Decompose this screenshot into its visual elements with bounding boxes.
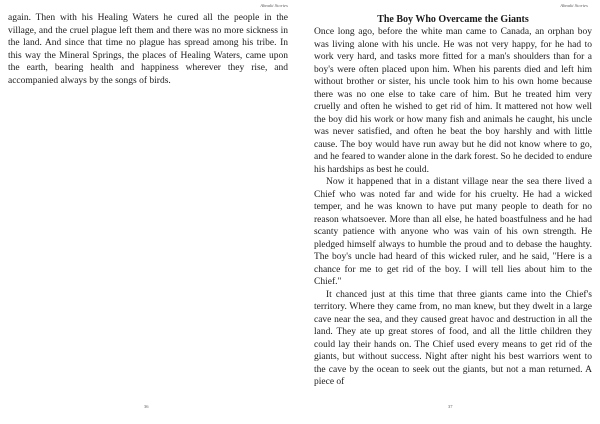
paragraph: Now it happened that in a distant village near the sea there lived a Chief who was noted far and wide for his cruelty. He had a wicked temper, and he was known to have put many people to death for no reason whatsoever. More than all else, he hated boastfulness and he had scanty patience with anyone who was vain of his own strength. He pledged himself always to humble the proud and to debase the haughty. The boy's uncle had heard of this wicked ruler, and he said, "Here is a chance for me to get rid of the boy. I will tell lies about him to the Chief."	[314, 177, 592, 287]
page-body	[314, 12, 592, 389]
chapter-title: The Boy Who Overcame the Giants	[377, 14, 529, 25]
page-body	[8, 12, 288, 87]
running-head: Abnaki Stories	[560, 3, 588, 8]
paragraph: It chanced just at this time that three giants came into the Chief's territory. Where they came from, no man knew, but they dwelt in a large cave near the sea, and they caused great havoc and destruction in all the land. They ate up great stores of food, and all the little children they could lay their hands on. The Chief used every means to get rid of the giants, but without success. Night after night his best warriors went to the cave by the ocean to seek out the giants, but not a man returned. A piece of	[314, 289, 592, 387]
right-page	[300, 0, 600, 424]
page-number: 37	[448, 404, 453, 409]
paragraph: again. Then with his Healing Waters he cured all the people in the village, and the cruel plague left them and there was no more sickness in the land. And since that time no plague has spread among his tribe. In this way the Mineral Springs, the places of Healing Waters, came upon the earth, bearing health and happiness wherever they rise, and accompanied always by the songs of birds.	[8, 13, 288, 86]
running-head: Abnaki Stories	[260, 3, 288, 8]
paragraph: Once long ago, before the white man came to Canada, an orphan boy was living alone with his uncle. He was not very happy, for he had to work very hard, and tasks more fitted for a man's shoulders than for a boy's were often placed upon him. When his parents died and left him without brother or sister, his uncle took him to his own home because there was no one else to take care of him. But he treated him very cruelly and often he wished to get rid of him. It mattered not how well the boy did his work or how many fish and animals he caught, his uncle was never satisfied, and often he beat the boy harshly and with little cause. The boy would have run away but he did not know where to go, and he feared to wander alone in the dark forest. So he decided to endure his hardships as best he could.	[314, 27, 592, 175]
page-number: 36	[144, 404, 149, 409]
